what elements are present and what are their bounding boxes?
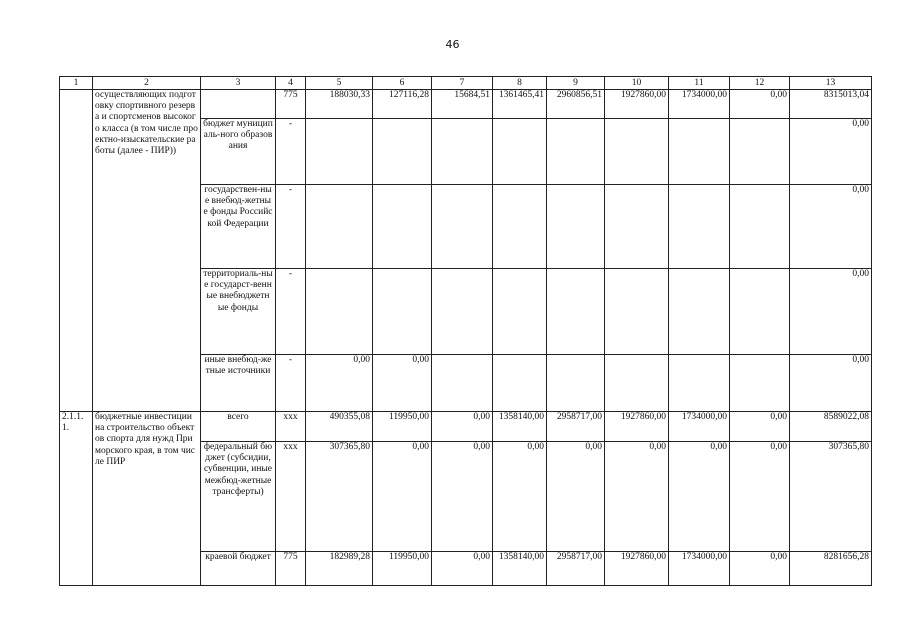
value-cell: 0,00 [432,442,493,552]
value-cell [730,355,790,412]
program-name-cell: осуществляющих подготовку спортивного резерва и спортсменов высокого класса (в том числе проектно-изыскательские работы (далее - ПИР)) [93,90,201,412]
header-cell: 8 [493,77,547,90]
value-cell: 2958717,00 [547,552,605,586]
table-row [60,412,872,442]
value-cell [493,119,547,185]
header-cell: 13 [790,77,872,90]
value-cell: 307365,80 [790,442,872,552]
value-cell [669,269,730,355]
value-cell: 2960856,51 [547,90,605,119]
value-cell: 1927860,00 [605,90,669,119]
value-cell: 182989,28 [306,552,373,586]
value-cell: 2958717,00 [547,412,605,442]
header-cell: 7 [432,77,493,90]
value-cell: 0,00 [306,355,373,412]
header-cell: 4 [276,77,306,90]
header-cell: 5 [306,77,373,90]
source-cell: государствен-ные внебюд-жетные фонды Российской Федерации [201,185,276,269]
code-cell: 775 [276,90,306,119]
header-cell: 9 [547,77,605,90]
value-cell: 0,00 [432,552,493,586]
value-cell [373,119,432,185]
value-cell [306,119,373,185]
value-cell: 0,00 [547,442,605,552]
value-cell [493,355,547,412]
code-cell: - [276,119,306,185]
value-cell: 1734000,00 [669,552,730,586]
header-cell: 11 [669,77,730,90]
header-cell: 10 [605,77,669,90]
value-cell: 0,00 [790,355,872,412]
row-number-cell [60,90,93,412]
value-cell: 8315013,04 [790,90,872,119]
value-cell: 0,00 [605,442,669,552]
value-cell [432,269,493,355]
value-cell [605,119,669,185]
value-cell [547,185,605,269]
value-cell: 0,00 [669,442,730,552]
value-cell: 119950,00 [373,412,432,442]
source-cell: бюджет муниципаль-ного образования [201,119,276,185]
value-cell: 0,00 [493,442,547,552]
value-cell: 188030,33 [306,90,373,119]
header-cell: 1 [60,77,93,90]
value-cell: 0,00 [373,442,432,552]
value-cell [605,185,669,269]
value-cell [432,355,493,412]
code-cell: - [276,355,306,412]
table-row [60,90,872,119]
value-cell [605,269,669,355]
value-cell: 8281656,28 [790,552,872,586]
row-number-cell: 2.1.1.1. [60,412,93,586]
source-cell: федеральный бюджет (субсидии, субвенции, иные межбюд-жетные трансферты) [201,442,276,552]
value-cell: 0,00 [730,552,790,586]
value-cell: 1361465,41 [493,90,547,119]
header-row [60,77,872,90]
header-cell: 3 [201,77,276,90]
value-cell [432,119,493,185]
value-cell: 1734000,00 [669,412,730,442]
value-cell: 0,00 [373,355,432,412]
source-cell: краевой бюджет [201,552,276,586]
value-cell [306,269,373,355]
value-cell: 15684,51 [432,90,493,119]
source-cell: иные внебюд-жетные источники [201,355,276,412]
value-cell [373,185,432,269]
value-cell [605,355,669,412]
source-cell: территориаль-ные государст-венные внебюджетн ые фонды [201,269,276,355]
value-cell: 0,00 [730,442,790,552]
value-cell: 307365,80 [306,442,373,552]
value-cell: 0,00 [790,185,872,269]
value-cell [669,119,730,185]
value-cell [432,185,493,269]
value-cell [669,355,730,412]
page-number: 46 [445,38,460,51]
value-cell: 1358140,00 [493,412,547,442]
value-cell: 0,00 [730,412,790,442]
value-cell: 0,00 [790,269,872,355]
value-cell [669,185,730,269]
value-cell [373,269,432,355]
value-cell [547,119,605,185]
value-cell: 0,00 [432,412,493,442]
value-cell [493,269,547,355]
value-cell [547,355,605,412]
value-cell [306,185,373,269]
header-cell: 6 [373,77,432,90]
value-cell: 0,00 [730,90,790,119]
code-cell: - [276,269,306,355]
value-cell: 127116,28 [373,90,432,119]
code-cell: xxx [276,442,306,552]
value-cell: 1358140,00 [493,552,547,586]
value-cell: 1927860,00 [605,412,669,442]
value-cell [493,185,547,269]
value-cell: 1927860,00 [605,552,669,586]
code-cell: 775 [276,552,306,586]
source-cell: всего [201,412,276,442]
value-cell: 1734000,00 [669,90,730,119]
value-cell [547,269,605,355]
value-cell [730,185,790,269]
value-cell: 119950,00 [373,552,432,586]
value-cell [730,119,790,185]
source-cell [201,90,276,119]
code-cell: - [276,185,306,269]
header-cell: 12 [730,77,790,90]
value-cell: 8589022,08 [790,412,872,442]
header-cell: 2 [93,77,201,90]
value-cell: 490355,08 [306,412,373,442]
budget-table [59,76,872,586]
code-cell: xxx [276,412,306,442]
program-name-cell: бюджетные инвестиции на строительство объектов спорта для нужд Приморского края, в том числе ПИР [93,412,201,586]
value-cell: 0,00 [790,119,872,185]
value-cell [730,269,790,355]
